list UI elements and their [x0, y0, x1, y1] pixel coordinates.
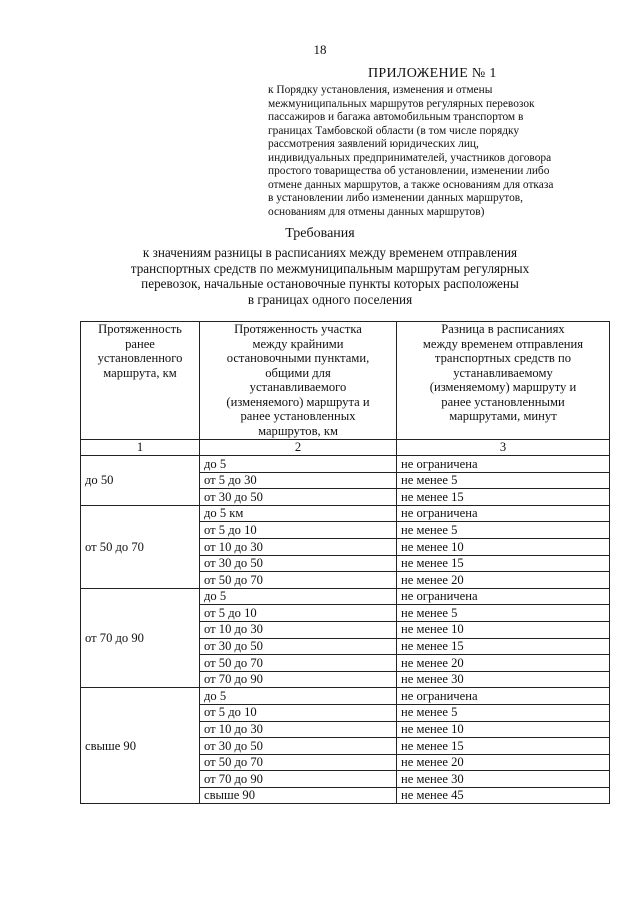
table-header-row: [81, 322, 610, 440]
header-line: ранее: [125, 336, 155, 351]
common-section-cell: до 5: [200, 456, 397, 473]
header-line: маршрутов, км: [258, 423, 338, 438]
column-number: 3: [397, 440, 610, 456]
column-number-row: [81, 440, 610, 456]
header-line: Протяженность: [98, 322, 182, 336]
header-line: между крайними: [252, 336, 344, 351]
schedule-difference-cell: не менее 5: [397, 472, 610, 489]
schedule-difference-cell: не менее 10: [397, 538, 610, 555]
text-line: к значениям разницы в расписаниях между временем отправления: [142, 245, 518, 260]
schedule-difference-cell: не ограничена: [397, 456, 610, 473]
common-section-cell: от 30 до 50: [200, 638, 397, 655]
header-line: маршрутами, минут: [449, 409, 557, 423]
header-line: маршрута, км: [103, 365, 177, 380]
common-section-cell: от 5 до 10: [200, 704, 397, 721]
text-line: в установлении либо изменении данных маршрутов,: [268, 192, 524, 204]
text-line: простого товарищества об установлении, изменении либо: [268, 165, 550, 177]
common-section-cell: от 5 до 10: [200, 522, 397, 539]
text-line: межмуниципальных маршрутов регулярных перевозок: [268, 97, 535, 110]
header-line: устанавливаемому: [453, 365, 553, 380]
table-row: [81, 588, 610, 605]
column-number: 2: [200, 440, 397, 456]
schedule-difference-cell: не менее 20: [397, 572, 610, 589]
header-line: (изменяемому) маршруту и: [429, 380, 577, 394]
common-section-cell: от 50 до 70: [200, 655, 397, 672]
text-line: в границах одного поселения: [247, 291, 413, 307]
common-section-cell: от 50 до 70: [200, 572, 397, 589]
common-section-cell: свыше 90: [200, 787, 397, 804]
header-line: (изменяемого) маршрута и: [226, 394, 370, 409]
header-line: устанавливаемого: [249, 380, 347, 394]
common-section-cell: от 30 до 50: [200, 738, 397, 755]
common-section-cell: от 10 до 30: [200, 621, 397, 638]
common-section-cell: от 30 до 50: [200, 555, 397, 572]
schedule-difference-cell: не менее 10: [397, 621, 610, 638]
appendix-title: ПРИЛОЖЕНИЕ № 1: [368, 66, 497, 81]
header-line: Разница в расписаниях: [441, 322, 565, 336]
common-section-cell: от 70 до 90: [200, 771, 397, 788]
header-route-length: [81, 322, 200, 440]
text-line: индивидуальных предпринимателей, участников договора: [268, 151, 552, 164]
text-line: транспортных средств по межмуниципальным маршрутам регулярных: [130, 260, 530, 276]
appendix-text: [268, 84, 606, 219]
schedule-difference-cell: не менее 15: [397, 555, 610, 572]
text-line: пассажиров и багажа автомобильным транспортом в: [268, 111, 524, 123]
common-section-cell: до 5: [200, 688, 397, 705]
route-length-cell: от 70 до 90: [81, 588, 200, 688]
text-line: перевозок, начальные остановочные пункты которых расположены: [141, 276, 519, 291]
table-row: [81, 688, 610, 705]
schedule-difference-cell: не ограничена: [397, 505, 610, 522]
header-line: ранее установленных: [240, 409, 356, 423]
column-number: 1: [81, 440, 200, 456]
common-section-cell: от 5 до 30: [200, 472, 397, 489]
schedule-difference-cell: не менее 5: [397, 522, 610, 539]
schedule-difference-cell: не менее 30: [397, 771, 610, 788]
text-line: к Порядку установления, изменения и отмены: [268, 84, 493, 96]
schedule-difference-cell: не менее 5: [397, 605, 610, 622]
header-line: ранее установленными: [441, 394, 565, 409]
common-section-cell: до 5 км: [200, 505, 397, 522]
header-schedule-difference: [397, 322, 610, 440]
page-number: 18: [313, 42, 327, 57]
requirements-table: [80, 321, 610, 804]
text-line: основаниям для отмены данных маршрутов): [268, 205, 485, 218]
header-line: общими для: [265, 365, 331, 380]
header-common-section-length: [200, 322, 397, 440]
common-section-cell: от 10 до 30: [200, 538, 397, 555]
text-line: рассмотрения заявлений юридических лиц,: [268, 138, 479, 150]
header-line: транспортных средств по: [434, 351, 572, 365]
header-line: Протяженность участка: [234, 322, 362, 336]
table-row: [81, 505, 610, 522]
schedule-difference-cell: не менее 30: [397, 671, 610, 688]
common-section-cell: до 5: [200, 588, 397, 605]
schedule-difference-cell: не менее 45: [397, 787, 610, 804]
schedule-difference-cell: не менее 15: [397, 638, 610, 655]
schedule-difference-cell: не ограничена: [397, 688, 610, 705]
text-line: отмене данных маршрутов, а также основаниям для отказа: [268, 178, 554, 191]
table-row: [81, 456, 610, 473]
route-length-cell: от 50 до 70: [81, 505, 200, 588]
table-body: [81, 456, 610, 804]
route-length-cell: свыше 90: [81, 688, 200, 804]
schedule-difference-cell: не менее 15: [397, 738, 610, 755]
common-section-cell: от 5 до 10: [200, 605, 397, 622]
requirements-title: Требования: [285, 226, 355, 241]
common-section-cell: от 70 до 90: [200, 671, 397, 688]
schedule-difference-cell: не менее 10: [397, 721, 610, 738]
header-line: установленного: [97, 351, 183, 365]
common-section-cell: от 30 до 50: [200, 489, 397, 506]
schedule-difference-cell: не менее 20: [397, 655, 610, 672]
header-line: остановочными пунктами,: [226, 351, 370, 365]
schedule-difference-cell: не менее 20: [397, 754, 610, 771]
common-section-cell: от 50 до 70: [200, 754, 397, 771]
schedule-difference-cell: не менее 5: [397, 704, 610, 721]
common-section-cell: от 10 до 30: [200, 721, 397, 738]
route-length-cell: до 50: [81, 456, 200, 506]
header-line: между временем отправления: [422, 336, 584, 351]
schedule-difference-cell: не ограничена: [397, 588, 610, 605]
requirements-description: [80, 245, 580, 307]
schedule-difference-cell: не менее 15: [397, 489, 610, 506]
text-line: границах Тамбовской области (в том числе порядку: [268, 124, 520, 137]
